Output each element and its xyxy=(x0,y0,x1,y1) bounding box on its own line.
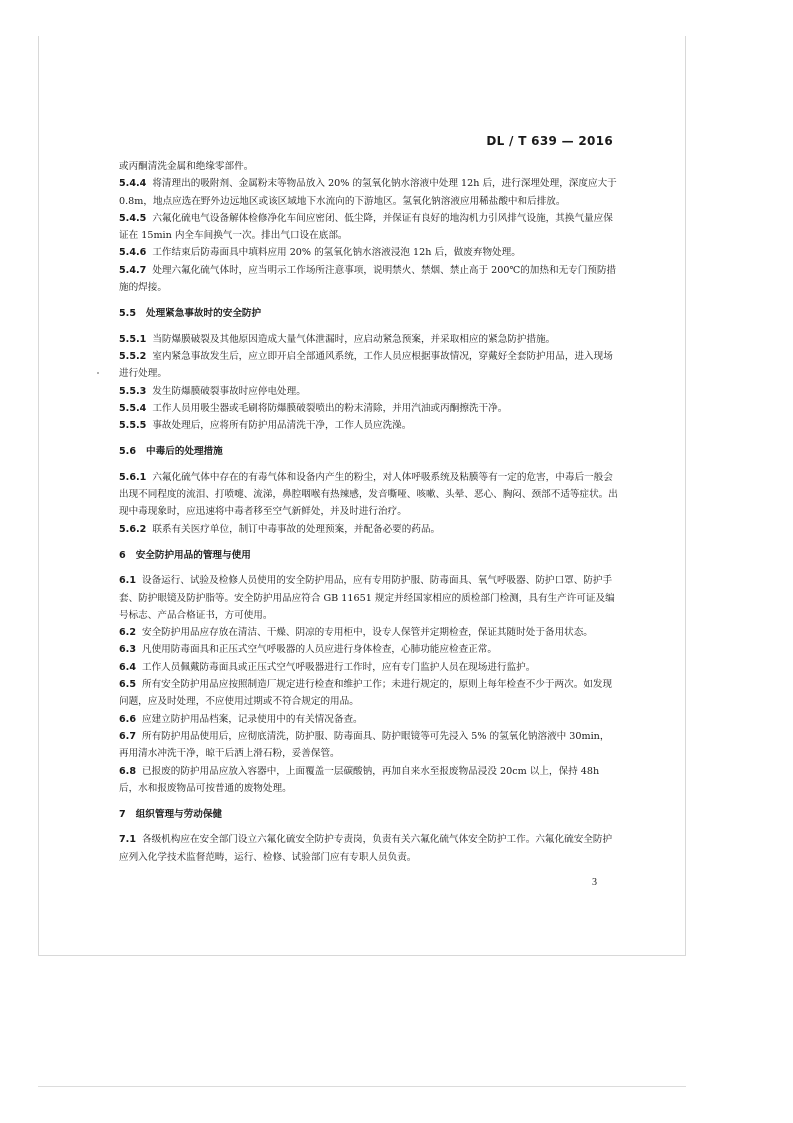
clause-paragraph xyxy=(119,210,619,245)
section-title: 安全防护用品的管理与使用 xyxy=(135,549,251,561)
clause-text: 所有防护用品使用后，应彻底清洗，防护服、防毒面具、防护眼镜等可先浸入 5% 的氢氧化钠溶液中 30min，再用清水冲洗干净，晾干后洒上滑石粉，妥善保管。 xyxy=(119,730,610,760)
clause-text: 将清理出的吸附剂、金属粉末等物品放入 20% 的氢氧化钠水溶液中处理 12h 后，进行深埋处理，深度应大于 0.8m，地点应选在野外边远地区或该区域地下水流向的下游地区。氢氧化钠溶液应用稀盐酸中和后排放。 xyxy=(119,178,617,207)
clause-paragraph xyxy=(119,641,619,658)
section-title: 处理紧急事故时的安全防护 xyxy=(146,308,262,320)
section-title: 中毒后的处理措施 xyxy=(146,446,223,458)
clause-paragraph xyxy=(119,521,619,538)
clause-text: 事故处理后，应将所有防护用品清洗干净，工作人员应洗澡。 xyxy=(152,420,412,432)
clause-paragraph xyxy=(119,383,619,400)
section-number: 5.6 xyxy=(119,446,136,458)
clause-paragraph xyxy=(119,158,619,175)
clause-paragraph xyxy=(119,400,619,417)
clause-paragraph xyxy=(119,469,619,521)
section-heading xyxy=(119,806,619,823)
clause-paragraph xyxy=(119,348,619,383)
clause-number: 6.7 xyxy=(119,730,136,742)
clause-number: 6.2 xyxy=(119,627,136,639)
clause-number: 5.5.4 xyxy=(119,402,147,414)
clause-number: 5.6.1 xyxy=(119,471,147,483)
clause-text: 应建立防护用品档案，记录使用中的有关情况备查。 xyxy=(142,713,363,725)
clause-paragraph xyxy=(119,831,619,866)
clause-number: 6.3 xyxy=(119,644,136,656)
clause-paragraph xyxy=(119,417,619,434)
clause-number: 5.5.5 xyxy=(119,420,147,432)
standard-code-header: DL / T 639 — 2016 xyxy=(486,134,613,148)
clause-text: 联系有关医疗单位，制订中毒事故的处理预案，并配备必要的药品。 xyxy=(152,523,441,535)
clause-paragraph xyxy=(119,244,619,261)
clause-text: 所有安全防护用品应按照制造厂规定进行检查和维护工作；未进行规定的，原则上每年检查不少于两次。如发现问题，应及时处理，不应使用过期或不符合规定的用品。 xyxy=(119,679,613,708)
clause-number: 5.4.6 xyxy=(119,247,147,259)
page-number: 3 xyxy=(592,877,597,888)
page-frame-bottom-border xyxy=(38,955,686,956)
clause-text: 工作结束后防毒面具中填料应用 20% 的氢氧化钠水溶液浸泡 12h 后，做废弃物处理。 xyxy=(152,247,521,259)
clause-text: 各级机构应在安全部门设立六氟化硫安全防护专责岗，负责有关六氟化硫气体安全防护工作。六氟化硫安全防护应列入化学技术监督范畴，运行、检修、试验部门应有专职人员负责。 xyxy=(119,834,613,863)
section-heading xyxy=(119,305,619,322)
clause-text: 工作人员佩戴防毒面具或正压式空气呼吸器进行工作时，应有专门监护人员在现场进行监护。 xyxy=(142,661,536,673)
clause-number: 5.5.1 xyxy=(119,333,147,345)
clause-paragraph xyxy=(119,763,619,798)
clause-paragraph xyxy=(119,676,619,711)
clause-paragraph xyxy=(119,711,619,728)
clause-text: 已报废的防护用品应放入容器中，上面覆盖一层碳酸钠，再加自来水至报废物品浸没 20cm 以上，保持 48h 后，水和报废物品可按普通的废物处理。 xyxy=(119,765,600,794)
clause-text: 六氟化硫电气设备解体检修净化车间应密闭、低尘降，并保证有良好的地沟机力引风排气设施，其换气量应保证在 15min 内全车间换气一次。排出气口设在底部。 xyxy=(119,212,613,242)
scan-speck xyxy=(97,372,99,374)
clause-paragraph xyxy=(119,624,619,641)
section-heading xyxy=(119,547,619,564)
clause-text: 或丙酮清洗金属和绝缘零部件。 xyxy=(119,161,254,172)
clause-number: 6.1 xyxy=(119,575,136,587)
clause-text: 室内紧急事故发生后，应立即开启全部通风系统，工作人员应根据事故情况，穿戴好全套防护用品，进入现场进行处理。 xyxy=(119,350,613,380)
section-title: 组织管理与劳动保健 xyxy=(135,809,223,821)
clause-number: 5.6.2 xyxy=(119,523,147,535)
clause-number: 6.4 xyxy=(119,661,136,673)
clause-number: 6.6 xyxy=(119,713,136,725)
clause-text: 发生防爆膜破裂事故时应停电处理。 xyxy=(152,385,306,397)
page-frame-left-border xyxy=(38,36,39,956)
clause-paragraph xyxy=(119,331,619,348)
document-body xyxy=(119,158,619,866)
section-number: 7 xyxy=(119,809,126,821)
clause-number: 7.1 xyxy=(119,834,136,846)
clause-paragraph xyxy=(119,659,619,676)
clause-text: 设备运行、试验及检修人员使用的安全防护用品，应有专用防护服、防毒面具、氧气呼吸器、防护口罩、防护手套、防护眼镜及防护脂等。安全防护用品应符合 GB 11651 规定并经国家相应的质检部门检测，具有生产许可证及编号标志、产品合格证书，方可使用。 xyxy=(119,575,615,621)
clause-text: 六氟化硫气体中存在的有毒气体和设备内产生的粉尘，对人体呼吸系统及粘膜等有一定的危害，中毒后一般会出现不同程度的流泪、打喷嚏、流涕，鼻腔咽喉有热辣感，发音嘶哑、咳嗽、头晕、恶心、胸闷、颈部不适等症状。出现中毒现象时，应迅速将中毒者移至空气新鲜处，并及时进行治疗。 xyxy=(119,471,618,518)
clause-text: 凡使用防毒面具和正压式空气呼吸器的人员应进行身体检查，心肺功能应检查正常。 xyxy=(142,644,497,656)
clause-text: 当防爆膜破裂及其他原因造成大量气体泄漏时，应启动紧急预案，并采取相应的紧急防护措施。 xyxy=(152,333,556,345)
clause-number: 6.5 xyxy=(119,679,136,691)
clause-text: 处理六氟化硫气体时，应当明示工作场所注意事项，说明禁火、禁烟、禁止高于 200℃的加热和无专门预防措施的焊接。 xyxy=(119,264,617,294)
section-heading xyxy=(119,443,619,460)
clause-paragraph xyxy=(119,572,619,624)
clause-paragraph xyxy=(119,175,619,210)
clause-number: 5.4.4 xyxy=(119,178,147,190)
clause-number: 5.5.2 xyxy=(119,350,147,362)
page-frame-right-border xyxy=(685,36,686,956)
clause-paragraph xyxy=(119,262,619,297)
clause-number: 6.8 xyxy=(119,765,136,777)
clause-number: 5.4.5 xyxy=(119,212,147,224)
clause-text: 工作人员用吸尘器或毛刷将防爆膜破裂喷出的粉末清除，并用汽油或丙酮擦洗干净。 xyxy=(152,402,508,414)
clause-number: 5.5.3 xyxy=(119,385,147,397)
section-number: 5.5 xyxy=(119,308,136,320)
section-number: 6 xyxy=(119,549,126,561)
next-page-divider xyxy=(38,1086,686,1087)
clause-text: 安全防护用品应存放在清洁、干燥、阴凉的专用柜中，设专人保管并定期检查，保证其随时处于备用状态。 xyxy=(142,627,593,639)
clause-paragraph xyxy=(119,728,619,763)
clause-number: 5.4.7 xyxy=(119,264,147,276)
